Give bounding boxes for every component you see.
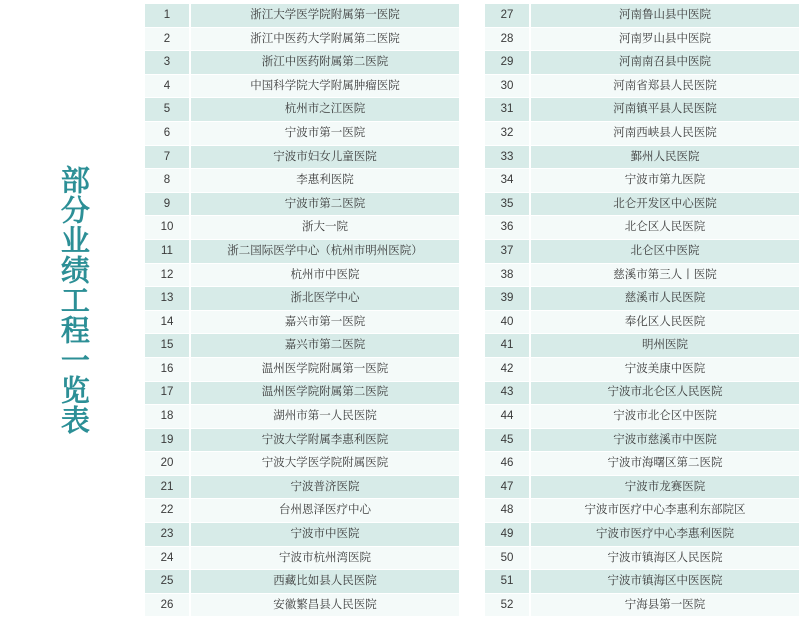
table-row <box>485 381 799 405</box>
row-number: 41 <box>485 334 530 358</box>
table-row <box>485 570 799 594</box>
table-row <box>145 405 459 429</box>
table-row <box>485 27 799 51</box>
table-row <box>145 51 459 75</box>
table-row <box>485 239 799 263</box>
row-hospital-name: 宁波美康中医院 <box>530 357 799 381</box>
row-number: 48 <box>485 499 530 523</box>
row-number: 37 <box>485 239 530 263</box>
row-hospital-name: 台州恩泽医疗中心 <box>190 499 459 523</box>
row-hospital-name: 河南省郑县人民医院 <box>530 74 799 98</box>
row-number: 21 <box>145 475 190 499</box>
row-number: 38 <box>485 263 530 287</box>
row-hospital-name: 河南西峡县人民医院 <box>530 121 799 145</box>
row-number: 50 <box>485 546 530 570</box>
row-number: 22 <box>145 499 190 523</box>
table-row <box>485 263 799 287</box>
row-number: 25 <box>145 570 190 594</box>
row-hospital-name: 宁波市杭州湾医院 <box>190 546 459 570</box>
row-hospital-name: 浙江中医药附属第二医院 <box>190 51 459 75</box>
table-row <box>145 239 459 263</box>
row-hospital-name: 河南罗山县中医院 <box>530 27 799 51</box>
row-hospital-name: 宁波市北仑区中医院 <box>530 405 799 429</box>
row-number: 39 <box>485 287 530 311</box>
row-hospital-name: 宁波市医疗中心李惠利医院 <box>530 523 799 547</box>
row-number: 9 <box>145 192 190 216</box>
table-row <box>145 381 459 405</box>
table-row <box>145 216 459 240</box>
table-row <box>145 74 459 98</box>
row-hospital-name: 西藏比如县人民医院 <box>190 570 459 594</box>
row-number: 33 <box>485 145 530 169</box>
row-number: 36 <box>485 216 530 240</box>
row-hospital-name: 河南镇平县人民医院 <box>530 98 799 122</box>
row-number: 45 <box>485 428 530 452</box>
table-row <box>145 263 459 287</box>
row-number: 19 <box>145 428 190 452</box>
table-row <box>485 310 799 334</box>
row-hospital-name: 嘉兴市第一医院 <box>190 310 459 334</box>
table-row <box>485 51 799 75</box>
row-hospital-name: 李惠利医院 <box>190 169 459 193</box>
row-number: 8 <box>145 169 190 193</box>
table-row <box>485 499 799 523</box>
row-hospital-name: 杭州市中医院 <box>190 263 459 287</box>
row-hospital-name: 宁海县第一医院 <box>530 593 799 617</box>
row-hospital-name: 湖州市第一人民医院 <box>190 405 459 429</box>
table-body-left <box>145 4 459 617</box>
row-hospital-name: 嘉兴市第二医院 <box>190 334 459 358</box>
row-number: 7 <box>145 145 190 169</box>
tables-container <box>145 0 799 617</box>
table-row <box>485 523 799 547</box>
row-number: 10 <box>145 216 190 240</box>
row-number: 16 <box>145 357 190 381</box>
row-number: 12 <box>145 263 190 287</box>
row-hospital-name: 宁波市海曙区第二医院 <box>530 452 799 476</box>
row-number: 20 <box>145 452 190 476</box>
table-row <box>485 546 799 570</box>
hospital-table-left <box>145 4 459 617</box>
row-number: 13 <box>145 287 190 311</box>
table-row <box>145 570 459 594</box>
row-hospital-name: 宁波市镇海区中医医院 <box>530 570 799 594</box>
row-number: 5 <box>145 98 190 122</box>
row-number: 32 <box>485 121 530 145</box>
row-hospital-name: 宁波市龙赛医院 <box>530 475 799 499</box>
row-number: 47 <box>485 475 530 499</box>
table-row <box>145 593 459 617</box>
table-row <box>145 169 459 193</box>
table-row <box>145 145 459 169</box>
row-number: 23 <box>145 523 190 547</box>
row-hospital-name: 北仑区人民医院 <box>530 216 799 240</box>
table-row <box>145 287 459 311</box>
table-row <box>485 216 799 240</box>
table-row <box>485 287 799 311</box>
table-row <box>485 169 799 193</box>
row-number: 11 <box>145 239 190 263</box>
row-hospital-name: 北仑区中医院 <box>530 239 799 263</box>
row-number: 42 <box>485 357 530 381</box>
table-row <box>145 192 459 216</box>
row-hospital-name: 宁波大学医学院附属医院 <box>190 452 459 476</box>
table-row <box>485 192 799 216</box>
row-number: 52 <box>485 593 530 617</box>
table-row <box>145 334 459 358</box>
row-number: 3 <box>145 51 190 75</box>
table-row <box>145 27 459 51</box>
row-hospital-name: 宁波市第二医院 <box>190 192 459 216</box>
row-number: 4 <box>145 74 190 98</box>
table-row <box>145 546 459 570</box>
row-hospital-name: 鄞州人民医院 <box>530 145 799 169</box>
hospital-table-right <box>485 4 799 617</box>
row-hospital-name: 宁波市医疗中心李惠利东部院区 <box>530 499 799 523</box>
row-hospital-name: 河南南召县中医院 <box>530 51 799 75</box>
table-row <box>145 523 459 547</box>
table-row <box>485 98 799 122</box>
row-number: 18 <box>145 405 190 429</box>
row-hospital-name: 明州医院 <box>530 334 799 358</box>
row-number: 40 <box>485 310 530 334</box>
table-row <box>145 452 459 476</box>
row-number: 27 <box>485 4 530 27</box>
row-number: 28 <box>485 27 530 51</box>
row-number: 46 <box>485 452 530 476</box>
table-row <box>485 475 799 499</box>
row-number: 31 <box>485 98 530 122</box>
row-hospital-name: 北仑开发区中心医院 <box>530 192 799 216</box>
row-hospital-name: 宁波市北仑区人民医院 <box>530 381 799 405</box>
table-row <box>485 405 799 429</box>
row-number: 1 <box>145 4 190 27</box>
row-hospital-name: 杭州市之江医院 <box>190 98 459 122</box>
table-body-right <box>485 4 799 617</box>
row-hospital-name: 温州医学院附属第一医院 <box>190 357 459 381</box>
row-hospital-name: 浙江中医药大学附属第二医院 <box>190 27 459 51</box>
row-number: 6 <box>145 121 190 145</box>
row-number: 2 <box>145 27 190 51</box>
page-title: 部分业绩工程一览表 <box>56 164 89 435</box>
table-row <box>145 4 459 27</box>
row-number: 34 <box>485 169 530 193</box>
row-hospital-name: 浙大一院 <box>190 216 459 240</box>
row-number: 30 <box>485 74 530 98</box>
row-number: 49 <box>485 523 530 547</box>
row-number: 17 <box>145 381 190 405</box>
row-hospital-name: 宁波市第一医院 <box>190 121 459 145</box>
table-row <box>485 452 799 476</box>
table-row <box>485 4 799 27</box>
row-number: 29 <box>485 51 530 75</box>
row-hospital-name: 宁波市妇女儿童医院 <box>190 145 459 169</box>
table-row <box>485 121 799 145</box>
row-number: 51 <box>485 570 530 594</box>
row-hospital-name: 慈溪市第三人丨医院 <box>530 263 799 287</box>
table-row <box>145 499 459 523</box>
table-row <box>145 121 459 145</box>
row-hospital-name: 浙江大学医学院附属第一医院 <box>190 4 459 27</box>
row-number: 14 <box>145 310 190 334</box>
table-row <box>145 428 459 452</box>
row-hospital-name: 宁波市镇海区人民医院 <box>530 546 799 570</box>
row-number: 26 <box>145 593 190 617</box>
row-hospital-name: 温州医学院附属第二医院 <box>190 381 459 405</box>
row-hospital-name: 宁波市中医院 <box>190 523 459 547</box>
row-hospital-name: 浙二国际医学中心（杭州市明州医院） <box>190 239 459 263</box>
row-hospital-name: 慈溪市人民医院 <box>530 287 799 311</box>
row-hospital-name: 宁波普济医院 <box>190 475 459 499</box>
row-number: 24 <box>145 546 190 570</box>
row-hospital-name: 安徽繁昌县人民医院 <box>190 593 459 617</box>
table-row <box>485 428 799 452</box>
row-number: 44 <box>485 405 530 429</box>
row-number: 43 <box>485 381 530 405</box>
row-hospital-name: 宁波市第九医院 <box>530 169 799 193</box>
row-hospital-name: 浙北医学中心 <box>190 287 459 311</box>
table-row <box>485 74 799 98</box>
row-hospital-name: 宁波市慈溪市中医院 <box>530 428 799 452</box>
row-hospital-name: 宁波大学附属李惠利医院 <box>190 428 459 452</box>
table-row <box>145 310 459 334</box>
table-row <box>485 145 799 169</box>
table-row <box>145 475 459 499</box>
title-column <box>0 0 145 599</box>
row-hospital-name: 中国科学院大学附属肿瘤医院 <box>190 74 459 98</box>
row-hospital-name: 奉化区人民医院 <box>530 310 799 334</box>
row-hospital-name: 河南鲁山县中医院 <box>530 4 799 27</box>
table-row <box>485 593 799 617</box>
row-number: 35 <box>485 192 530 216</box>
table-row <box>485 334 799 358</box>
table-row <box>145 98 459 122</box>
table-row <box>145 357 459 381</box>
table-row <box>485 357 799 381</box>
row-number: 15 <box>145 334 190 358</box>
